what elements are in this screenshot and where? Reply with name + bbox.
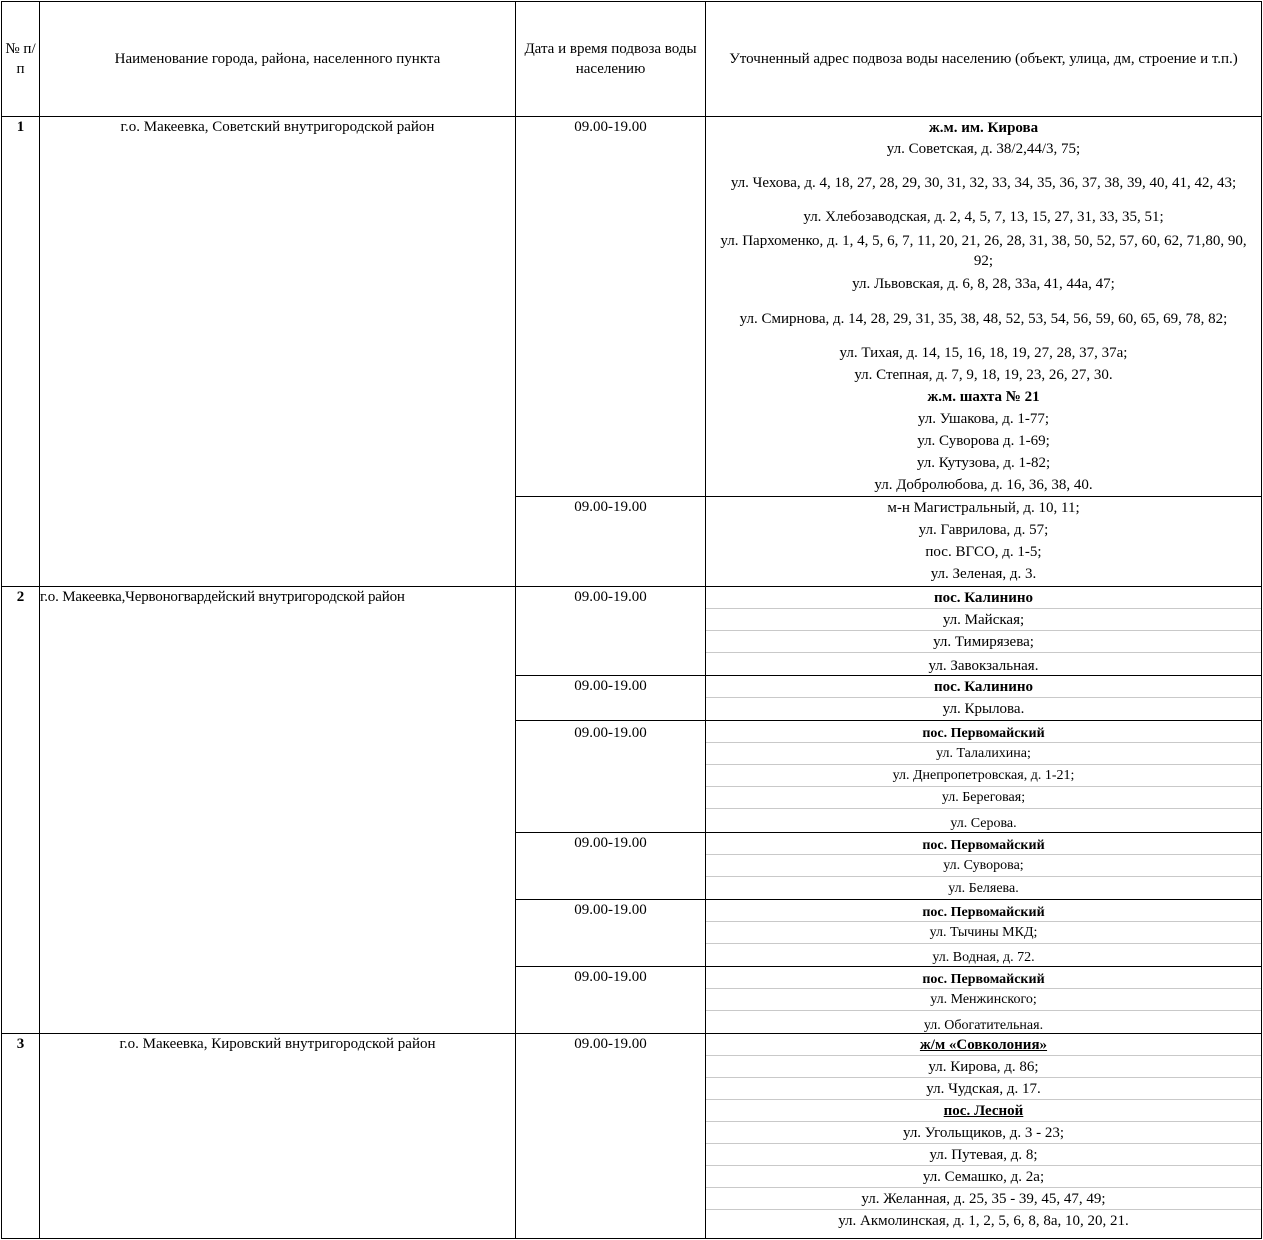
table-row	[2, 1034, 1262, 1239]
address-line: ул. Акмолинская, д. 1, 2, 5, 6, 8, 8а, 10, 20, 21.	[838, 1213, 1129, 1229]
address-line: м-н Магистральный, д. 10, 11;	[887, 500, 1080, 516]
address-line: ул. Ушакова, д. 1-77;	[917, 411, 1050, 427]
address-line: ул. Суворова;	[706, 855, 1261, 877]
row-district: г.о. Макеевка,Червоногвардейский внутригородской район	[40, 587, 516, 1034]
settlement-heading: ж/м «Совколония»	[919, 1037, 1048, 1053]
address-line: ул. Завокзальная.	[928, 658, 1039, 674]
row-district: г.о. Макеевка, Кировский внутригородской район	[40, 1034, 516, 1239]
row-time: 09.00-19.00	[516, 967, 706, 1034]
row-num: 2	[2, 587, 40, 1034]
address-line: ул. Зеленая, д. 3.	[930, 566, 1037, 582]
address-line: ул. Чудская, д. 17.	[706, 1078, 1261, 1100]
settlement-heading: ж.м. им. Кирова	[928, 120, 1039, 136]
address-line: ул. Серова.	[950, 816, 1017, 831]
settlement-heading: пос. Первомайский	[706, 967, 1261, 989]
address-group	[706, 967, 1262, 1034]
address-line: пос. ВГСО, д. 1-5;	[925, 544, 1042, 560]
address-group	[706, 117, 1262, 497]
address-line: ул. Чехова, д. 4, 18, 27, 28, 29, 30, 31, 32, 33, 34, 35, 36, 37, 38, 39, 40, 41, 42, 43;	[730, 175, 1237, 191]
row-time: 09.00-19.00	[516, 497, 706, 587]
settlement-heading: пос. Лесной	[943, 1103, 1024, 1119]
row-time: 09.00-19.00	[516, 1034, 706, 1239]
address-line: ул. Днепропетровская, д. 1-21;	[706, 765, 1261, 787]
address-line: ул. Гаврилова, д. 57;	[918, 522, 1049, 538]
settlement-heading: пос. Первомайский	[706, 721, 1261, 743]
row-time: 09.00-19.00	[516, 587, 706, 676]
header-addr: Уточненный адрес подвоза воды населению (объект, улица, дм, строение и т.п.)	[706, 2, 1262, 117]
settlement-heading: пос. Калинино	[706, 587, 1261, 609]
row-num: 3	[2, 1034, 40, 1239]
address-line: ул. Желанная, д. 25, 35 - 39, 45, 47, 49;	[706, 1188, 1261, 1210]
settlement-heading: пос. Первомайский	[706, 833, 1261, 855]
table-row	[2, 117, 1262, 497]
table-header-row	[2, 2, 1262, 117]
address-line: ул. Беляева.	[948, 881, 1019, 896]
header-time: Дата и время подвоза воды населению	[516, 2, 706, 117]
address-line: ул. Львовская, д. 6, 8, 28, 33а, 41, 44а, 47;	[852, 276, 1115, 292]
row-time: 09.00-19.00	[516, 833, 706, 900]
address-line: ул. Менжинского;	[706, 989, 1261, 1011]
address-group	[706, 676, 1262, 721]
address-group	[706, 587, 1262, 676]
address-group	[706, 1034, 1262, 1239]
row-time: 09.00-19.00	[516, 676, 706, 721]
address-line: ул. Смирнова, д. 14, 28, 29, 31, 35, 38, 48, 52, 53, 54, 56, 59, 60, 65, 69, 78, 82;	[739, 311, 1228, 327]
address-line: ул. Обогатительная.	[923, 1018, 1044, 1033]
address-line: ул. Тимирязева;	[706, 631, 1261, 653]
address-group	[706, 497, 1262, 587]
address-line: ул. Семашко, д. 2а;	[706, 1166, 1261, 1188]
address-line: ул. Угольщиков, д. 3 - 23;	[706, 1122, 1261, 1144]
address-line: ул. Советская, д. 38/2,44/3, 75;	[886, 141, 1081, 157]
settlement-heading: пос. Первомайский	[706, 900, 1261, 922]
address-line: ул. Тихая, д. 14, 15, 16, 18, 19, 27, 28, 37, 37а;	[839, 345, 1128, 361]
table-row	[2, 587, 1262, 676]
address-line: ул. Степная, д. 7, 9, 18, 19, 23, 26, 27, 30.	[854, 367, 1113, 383]
address-line: ул. Береговая;	[706, 787, 1261, 809]
address-line: ул. Хлебозаводская, д. 2, 4, 5, 7, 13, 15, 27, 31, 33, 35, 51;	[803, 209, 1164, 225]
address-line: ул. Крылова.	[942, 701, 1025, 717]
address-group	[706, 900, 1262, 967]
address-line: ул. Добролюбова, д. 16, 36, 38, 40.	[874, 477, 1093, 493]
header-name: Наименование города, района, населенного пункта	[40, 2, 516, 117]
address-line: ул. Кирова, д. 86;	[706, 1056, 1261, 1078]
address-line: ул. Майская;	[706, 609, 1261, 631]
address-line: ул. Суворова д. 1-69;	[917, 433, 1050, 449]
row-time: 09.00-19.00	[516, 117, 706, 497]
row-time: 09.00-19.00	[516, 721, 706, 833]
header-num: № п/п	[2, 2, 40, 117]
settlement-heading-wrap	[706, 1034, 1261, 1056]
address-line: ул. Путевая, д. 8;	[706, 1144, 1261, 1166]
address-line: ул. Кутузова, д. 1-82;	[916, 455, 1051, 471]
settlement-heading-wrap	[706, 1100, 1261, 1122]
address-line: ул. Водная, д. 72.	[932, 950, 1035, 965]
address-line: ул. Пархоменко, д. 1, 4, 5, 6, 7, 11, 20, 21, 26, 28, 31, 38, 50, 52, 57, 60, 62, 71,80, 90, 92;	[720, 233, 1247, 269]
water-delivery-table	[1, 1, 1262, 1239]
settlement-heading: ж.м. шахта № 21	[927, 389, 1040, 405]
address-line: ул. Тычины МКД;	[706, 922, 1261, 944]
address-group	[706, 833, 1262, 900]
settlement-heading: пос. Калинино	[706, 676, 1261, 698]
row-time: 09.00-19.00	[516, 900, 706, 967]
row-num: 1	[2, 117, 40, 587]
row-district: г.о. Макеевка, Советский внутригородской район	[40, 117, 516, 587]
address-line: ул. Талалихина;	[706, 743, 1261, 765]
address-group	[706, 721, 1262, 833]
